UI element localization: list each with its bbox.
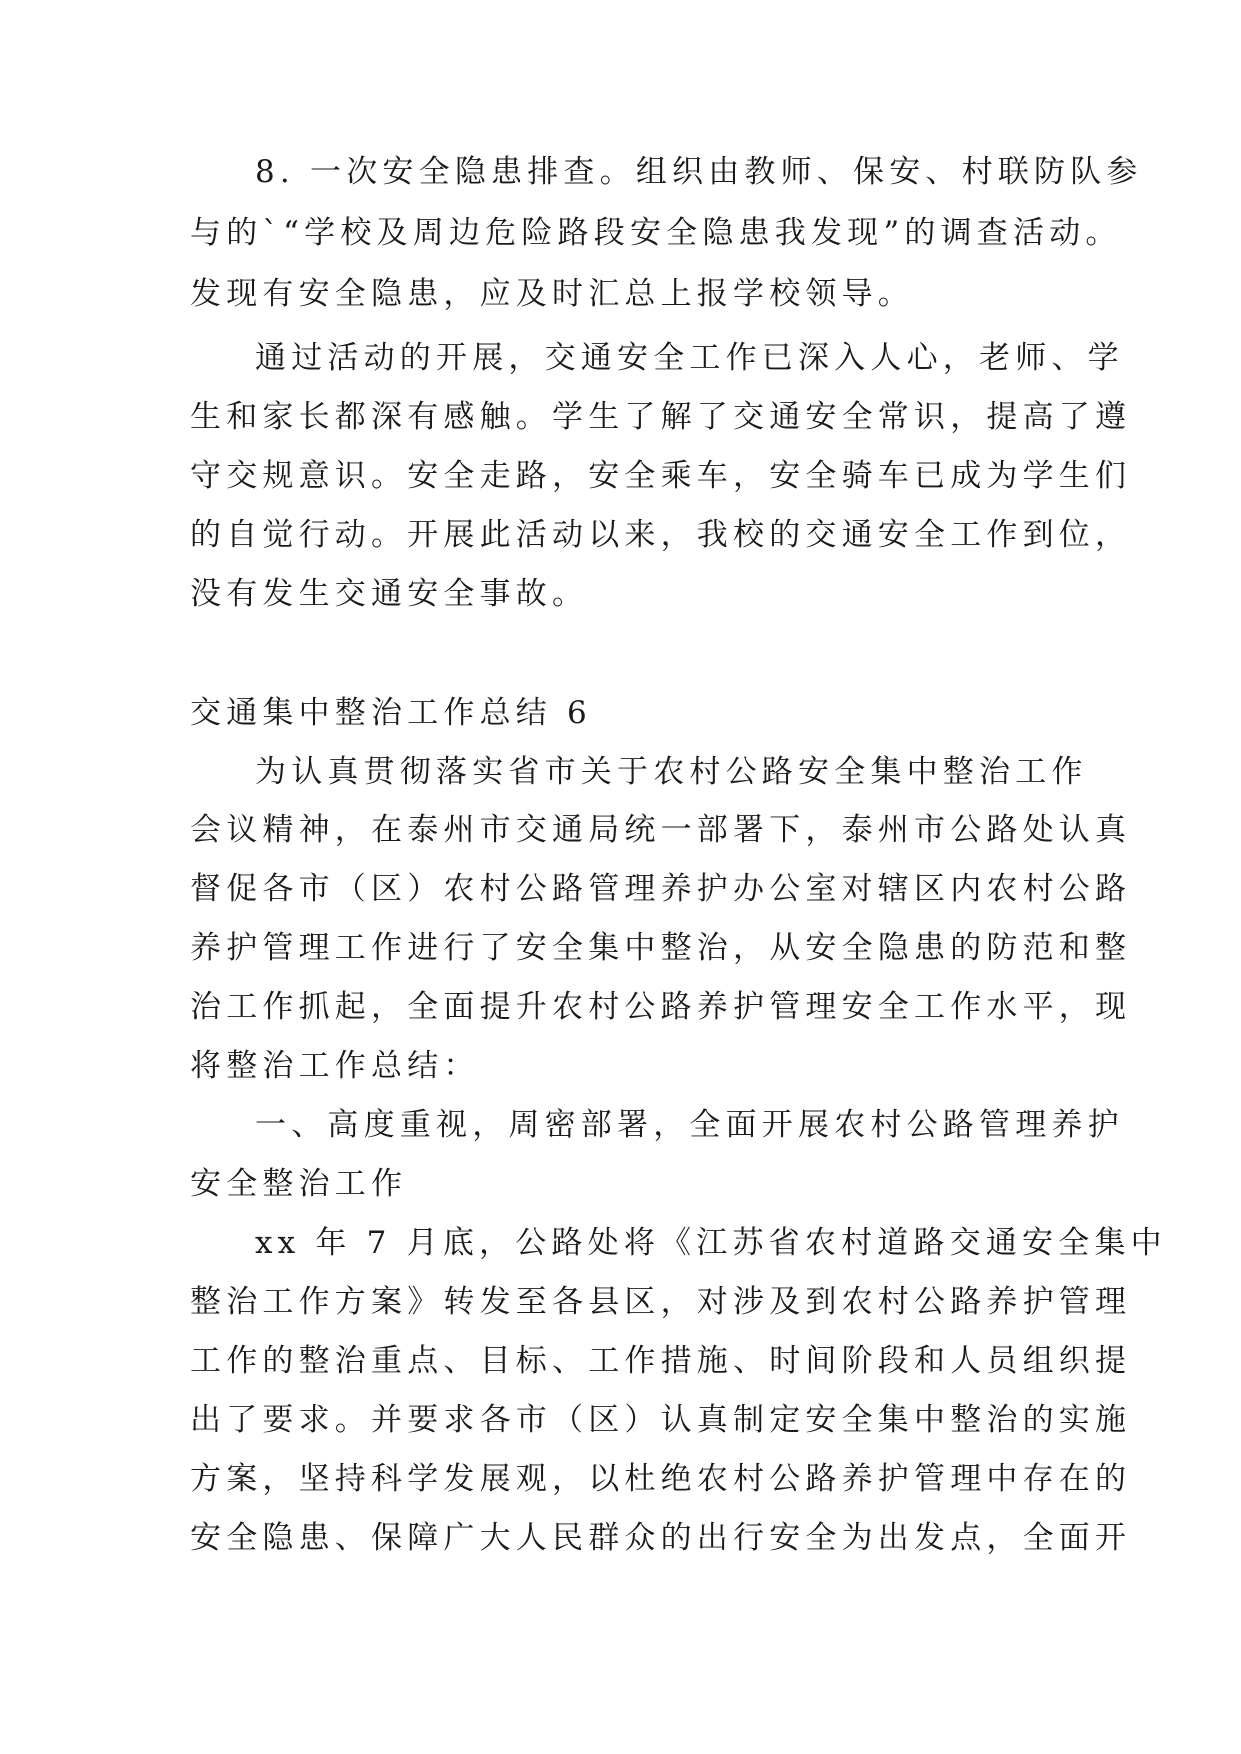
text-line: 的自觉行动。开展此活动以来，我校的交通安全工作到位，: [190, 517, 1132, 553]
text-line: 守交规意识。安全走路，安全乘车，安全骑车已成为学生们: [190, 458, 1132, 494]
text-line: 治工作抓起，全面提升农村公路养护管理安全工作水平，现: [190, 989, 1132, 1025]
text-line: xx 年 7 月底，公路处将《江苏省农村道路交通安全集中: [255, 1225, 1167, 1261]
text-line: 安全整治工作: [190, 1166, 408, 1202]
text-line: 8. 一次安全隐患排查。组织由教师、保安、村联防队参: [255, 154, 1143, 190]
text-line: 发现有安全隐患，应及时汇总上报学校领导。: [190, 276, 914, 312]
text-line: 安全隐患、保障广大人民群众的出行安全为出发点，全面开: [190, 1520, 1132, 1556]
text-line: 工作的整治重点、目标、工作措施、时间阶段和人员组织提: [190, 1343, 1132, 1379]
text-line: 一、高度重视，周密部署，全面开展农村公路管理养护: [255, 1107, 1124, 1143]
text-line: 与的`“学校及周边危险路段安全隐患我发现”的调查活动。: [190, 215, 1122, 251]
text-line: 养护管理工作进行了安全集中整治，从安全隐患的防范和整: [190, 930, 1132, 966]
text-line: 通过活动的开展，交通安全工作已深入人心，老师、学: [255, 340, 1124, 376]
text-line: 会议精神，在泰州市交通局统一部署下，泰州市公路处认真: [190, 812, 1132, 848]
text-line: 没有发生交通安全事故。: [190, 576, 589, 612]
text-line: 督促各市（区）农村公路管理养护办公室对辖区内农村公路: [190, 871, 1132, 907]
text-line: 方案，坚持科学发展观，以杜绝农村公路养护管理中存在的: [190, 1461, 1132, 1497]
section-title: 交通集中整治工作总结 6: [190, 695, 592, 731]
text-line: 生和家长都深有感触。学生了解了交通安全常识，提高了遵: [190, 399, 1132, 435]
text-line: 将整治工作总结：: [190, 1048, 480, 1084]
text-line: 出了要求。并要求各市（区）认真制定安全集中整治的实施: [190, 1402, 1132, 1438]
text-line: 为认真贯彻落实省市关于农村公路安全集中整治工作: [255, 754, 1088, 790]
text-line: 整治工作方案》转发至各县区，对涉及到农村公路养护管理: [190, 1284, 1132, 1320]
